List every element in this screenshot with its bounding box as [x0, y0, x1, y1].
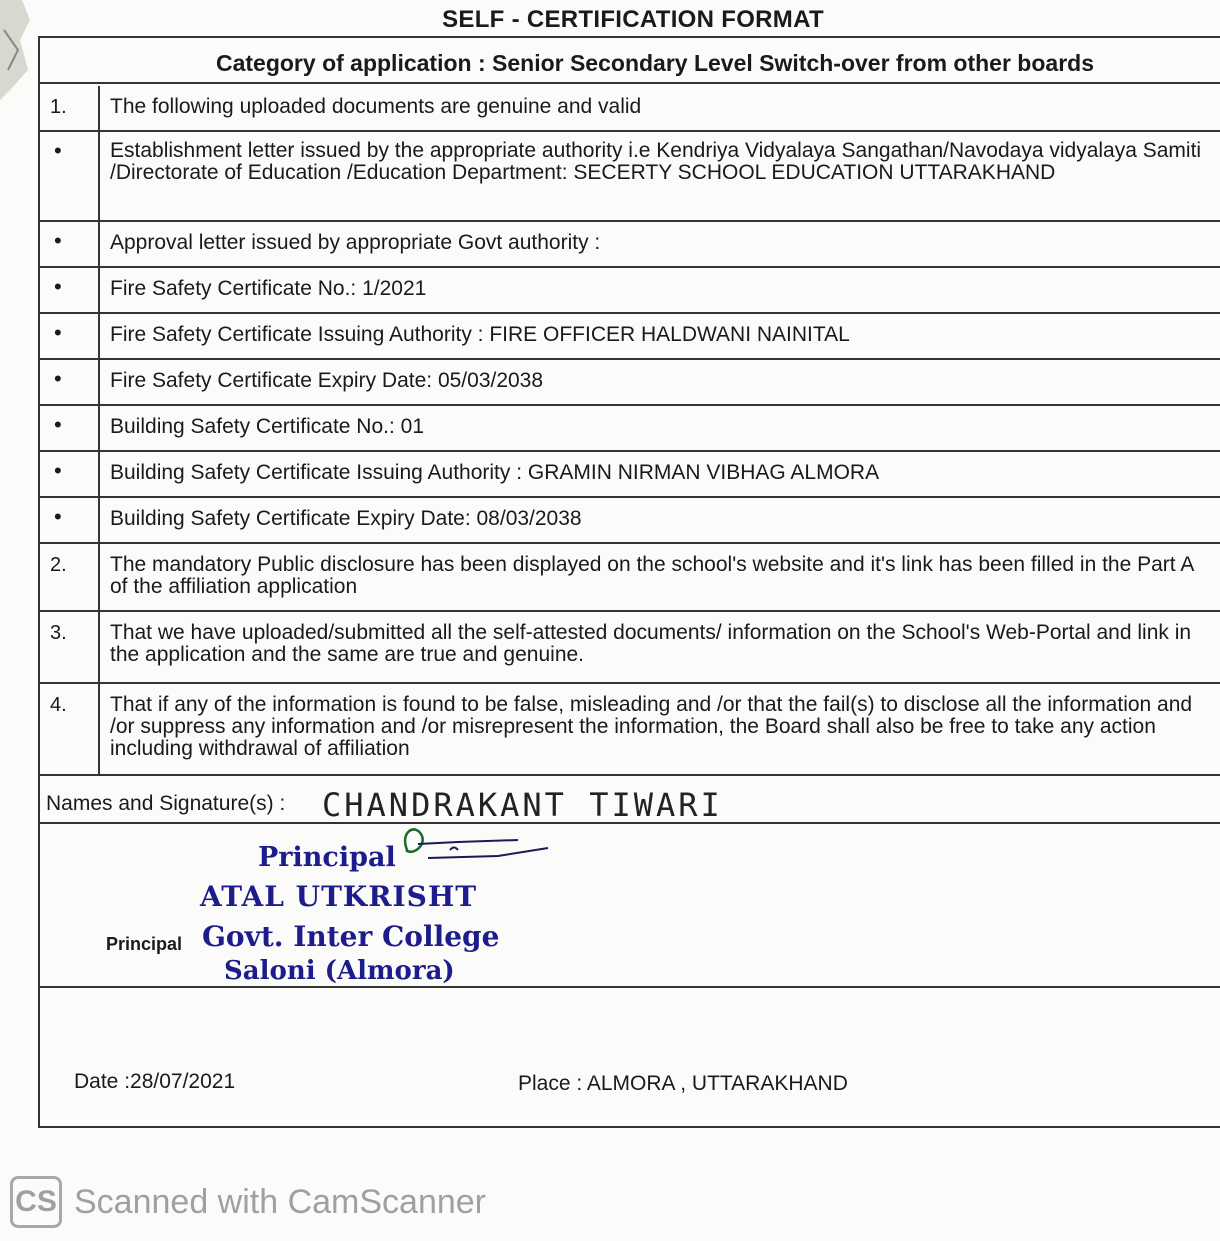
principal-label: Principal: [106, 934, 183, 954]
table-row: [40, 132, 1220, 222]
stamp-line: Saloni (Almora): [224, 956, 455, 986]
stamp-line: Govt. Inter College: [202, 920, 500, 953]
table-row: [40, 498, 1220, 544]
row-bullet: •: [40, 268, 100, 312]
date-text: Date :28/07/2021: [74, 1070, 236, 1093]
row-text: The mandatory Public disclosure has been displayed on the school's website and it's link has been filled in the Part A of the affiliation application: [110, 553, 1194, 598]
watermark-text: Scanned with CamScanner: [74, 1182, 487, 1221]
certification-table: [38, 36, 1220, 1128]
row-text: Building Safety Certificate Expiry Date: 08/03/2038: [110, 507, 582, 530]
names-signature-label: Names and Signature(s) :: [46, 792, 286, 815]
row-number: 4.: [40, 684, 100, 774]
camscanner-watermark: [10, 1174, 486, 1230]
row-text: That if any of the information is found to be false, misleading and /or that the fail(s) to disclose all the information and /or suppress any information and /or misrepresent the information, the Board shall also be free to take any action including withdrawal of affiliation: [110, 693, 1193, 760]
row-text: That we have uploaded/submitted all the self-attested documents/ information on the School's Web-Portal and link in the application and the same are true and genuine.: [110, 621, 1192, 666]
table-row: [40, 612, 1220, 684]
table-row: [40, 314, 1220, 360]
divider: [40, 822, 1220, 824]
table-row: [40, 360, 1220, 406]
category-heading: Category of application : Senior Secondary Level Switch-over from other boards: [40, 38, 1220, 84]
divider: [40, 986, 1220, 988]
camscanner-logo-icon: CS: [10, 1176, 62, 1228]
row-number: 1.: [40, 86, 100, 130]
row-bullet: •: [40, 314, 100, 358]
row-bullet: •: [40, 132, 100, 220]
table-row: [40, 86, 1220, 132]
row-text: The following uploaded documents are genuine and valid: [110, 95, 642, 118]
table-row: [40, 684, 1220, 776]
row-bullet: •: [40, 498, 100, 542]
signature-scribble: [398, 822, 558, 872]
row-number: 2.: [40, 544, 100, 610]
row-bullet: •: [40, 406, 100, 450]
handwritten-name: CHANDRAKANT TIWARI: [322, 786, 723, 824]
table-row: [40, 268, 1220, 314]
stamp-line: ATAL UTKRISHT: [200, 880, 478, 913]
row-text: Building Safety Certificate No.: 01: [110, 415, 424, 438]
place-text: Place : ALMORA , UTTARAKHAND: [518, 1072, 848, 1095]
row-text: Fire Safety Certificate No.: 1/2021: [110, 277, 427, 300]
row-number: 3.: [40, 612, 100, 682]
row-text: Fire Safety Certificate Expiry Date: 05/03/2038: [110, 369, 544, 392]
row-bullet: •: [40, 452, 100, 496]
row-text: Fire Safety Certificate Issuing Authority : FIRE OFFICER HALDWANI NAINITAL: [110, 323, 850, 346]
table-row: [40, 222, 1220, 268]
row-text: Approval letter issued by appropriate Govt authority :: [110, 231, 601, 254]
row-text: Establishment letter issued by the appropriate authority i.e Kendriya Vidyalaya Sangathan/Navodaya vidyalaya Samiti /Directorate of Education /Education Department: SECERTY SCHOOL EDUCATION UTTARAKHAND: [110, 139, 1202, 184]
row-bullet: •: [40, 360, 100, 404]
table-row: [40, 544, 1220, 612]
stamp-line: Principal: [258, 842, 396, 873]
page-title: SELF - CERTIFICATION FORMAT: [442, 6, 824, 33]
row-text: Building Safety Certificate Issuing Authority : GRAMIN NIRMAN VIBHAG ALMORA: [110, 461, 880, 484]
table-row: [40, 406, 1220, 452]
row-bullet: •: [40, 222, 100, 266]
table-row: [40, 452, 1220, 498]
